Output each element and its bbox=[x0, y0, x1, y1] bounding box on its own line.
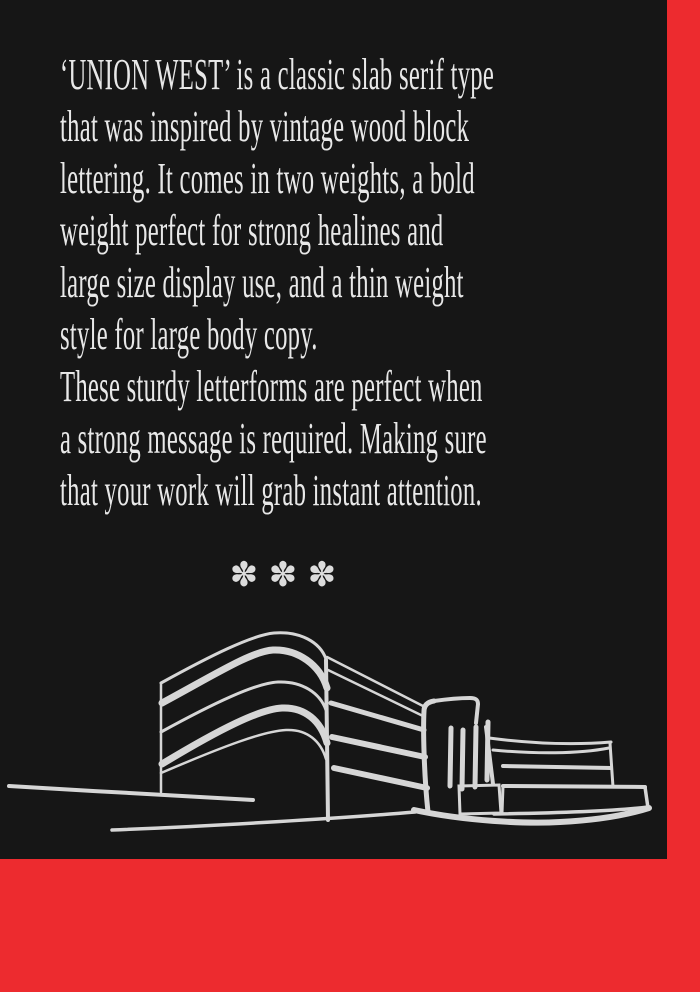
specimen-text-line: that your work will grab instant attention. bbox=[60, 466, 482, 515]
specimen-text-line: that was inspired by vintage wood block bbox=[60, 102, 470, 151]
specimen-text-line: weight perfect for strong healines and bbox=[60, 206, 444, 255]
left-building bbox=[161, 633, 328, 820]
specimen-text-line: style for large body copy. bbox=[60, 310, 318, 359]
ground-lines bbox=[9, 786, 415, 830]
right-face-floor-lines bbox=[327, 657, 427, 788]
asterisk-icon: ✽ bbox=[229, 555, 259, 595]
asterisk-icon: ✽ bbox=[268, 555, 298, 595]
specimen-text-line: a strong message is required. Making sure bbox=[60, 414, 487, 463]
specimen-text-line: These sturdy letterforms are perfect when bbox=[60, 362, 483, 411]
specimen-text-line: lettering. It comes in two weights, a bold bbox=[60, 154, 475, 203]
specimen-text-line: large size display use, and a thin weight bbox=[60, 258, 464, 307]
specimen-text-line: ‘UNION WEST’ is a classic slab serif type bbox=[60, 50, 495, 99]
asterisk-icon: ✽ bbox=[307, 555, 337, 595]
